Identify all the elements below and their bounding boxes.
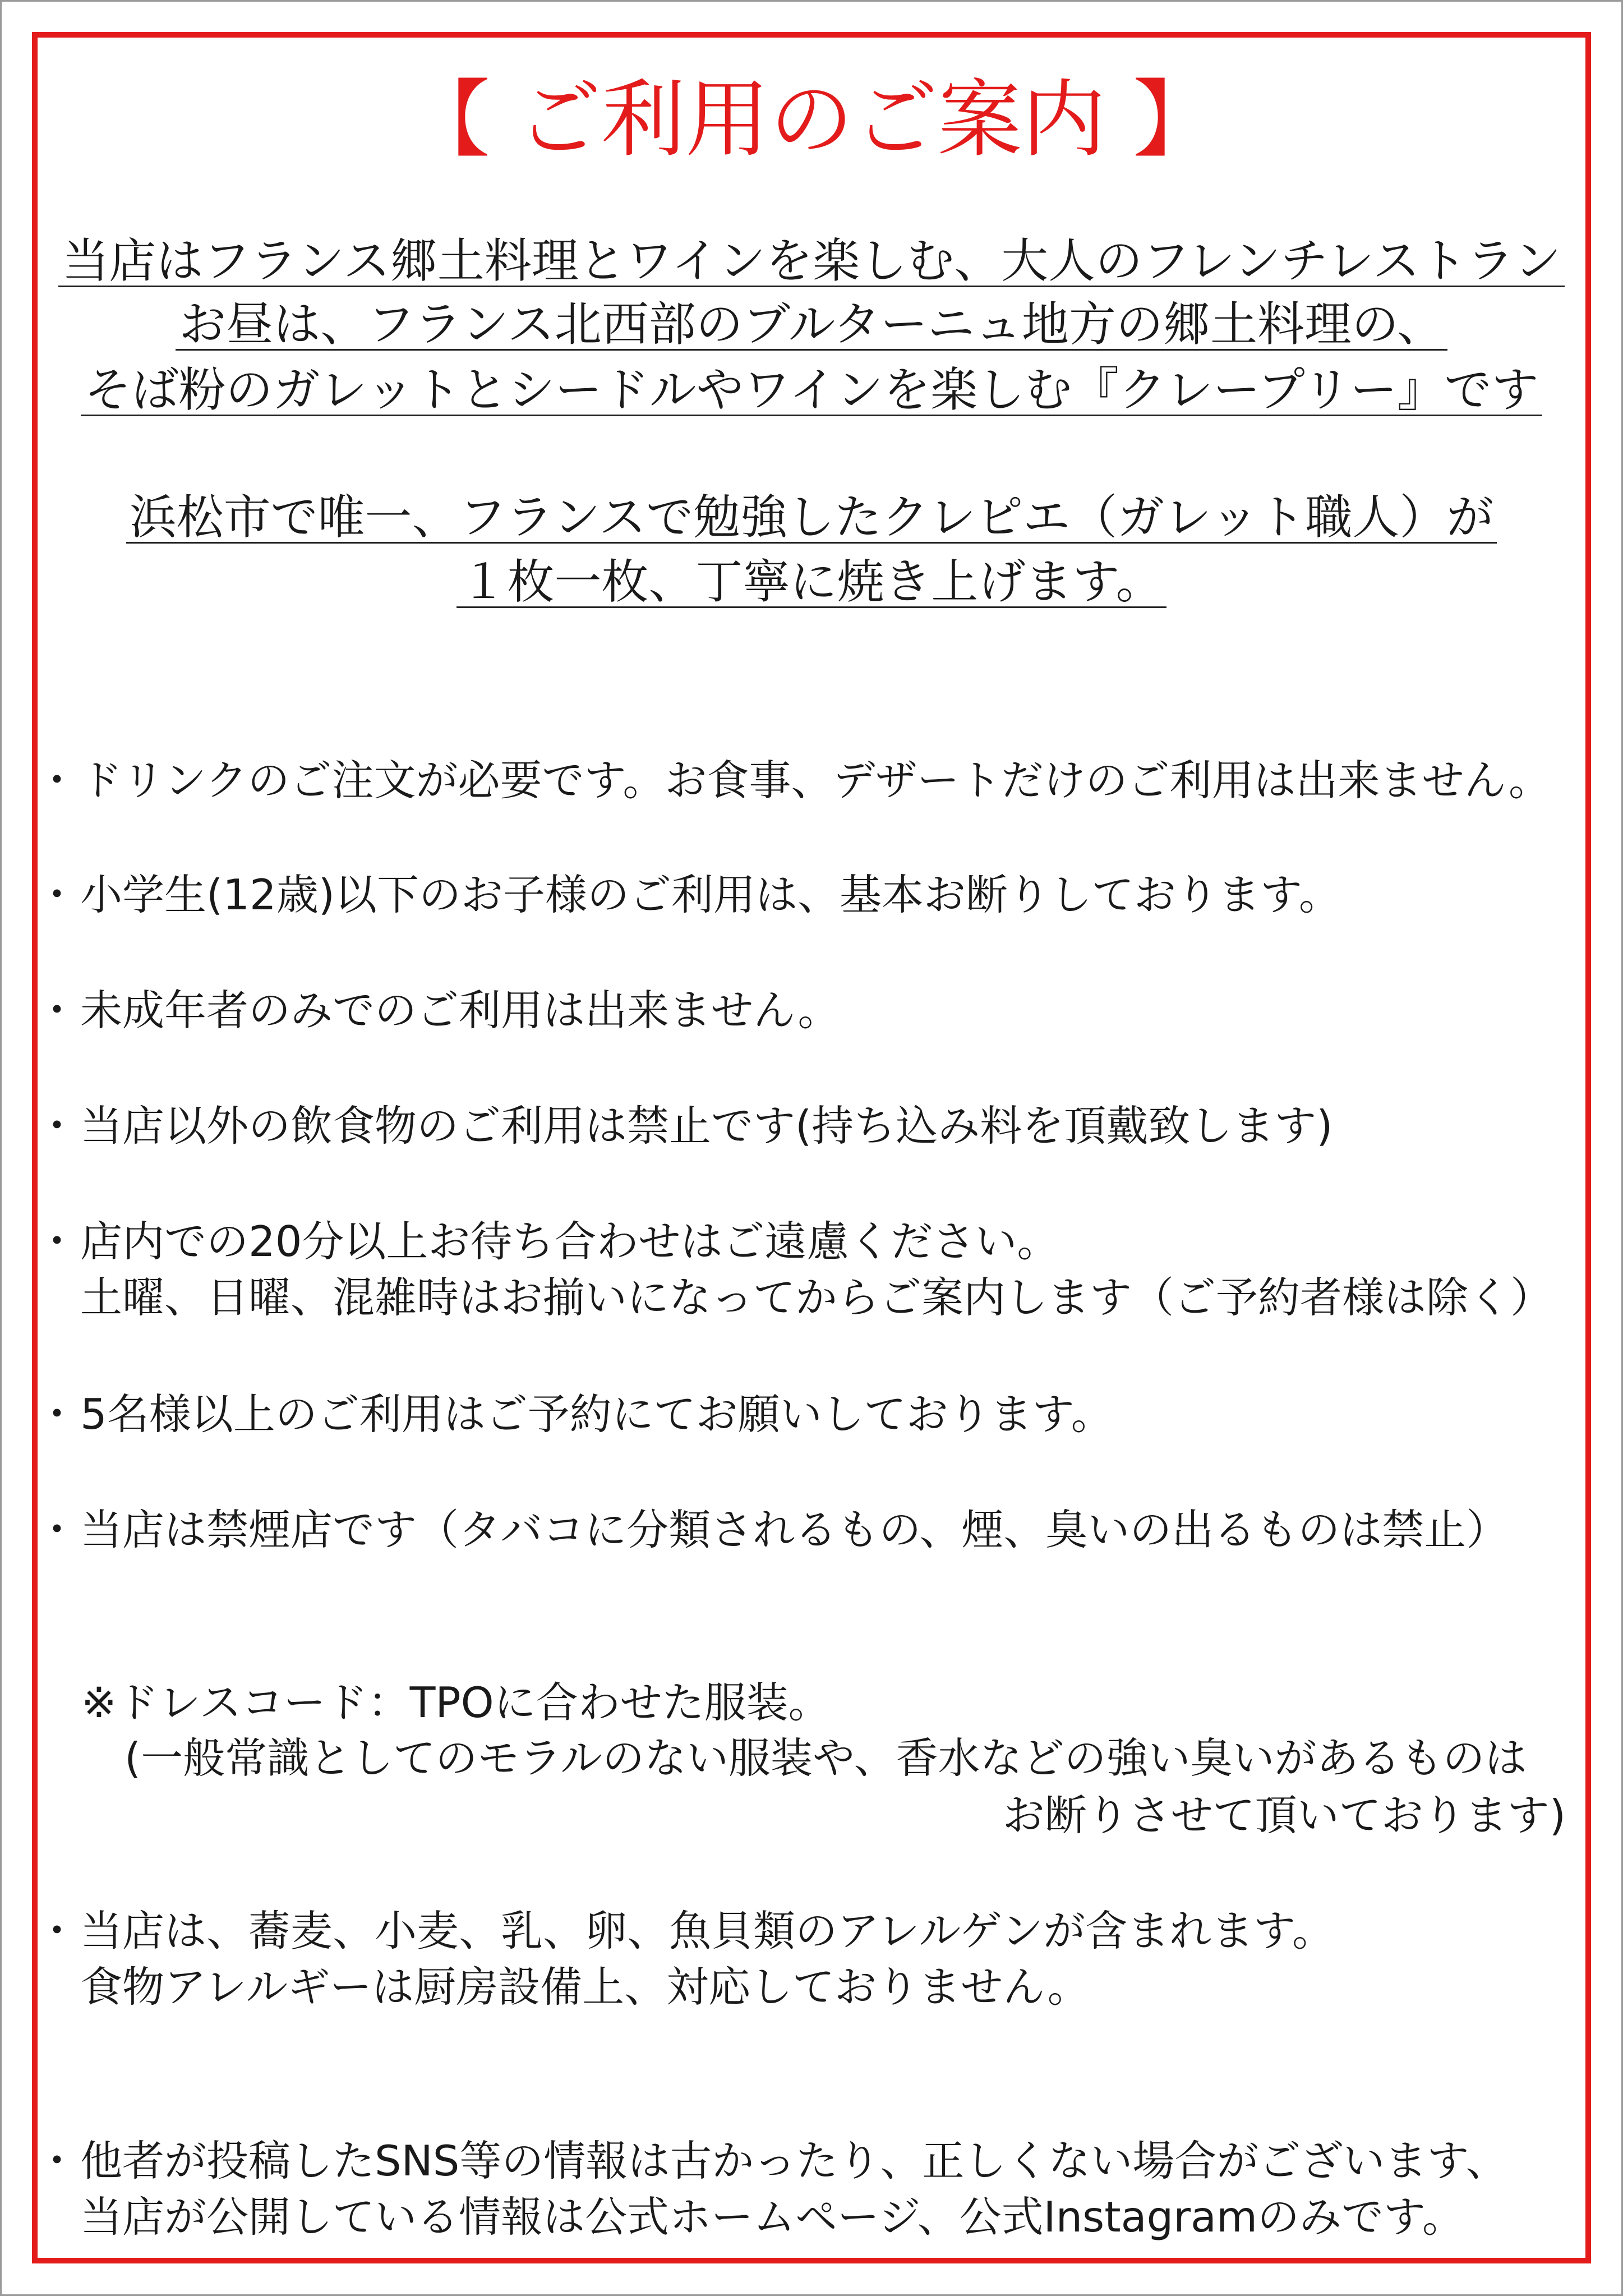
intro-line-text: 浜松市で唯一、フランスで勉強したクレピエ（ガレット職人）が	[126, 493, 1497, 544]
rule-item-reservation	[36, 1386, 1584, 1442]
rule-text: 当店は禁煙店です（タバコに分類されるもの、煙、臭いの出るものは禁止）	[80, 1505, 1509, 1554]
intro-line	[0, 554, 1623, 609]
intro-line-text: お昼は、フランス北西部のブルターニュ地方の郷土料理の、	[176, 300, 1447, 351]
bullet-marker: ・	[36, 1389, 79, 1439]
dress-code-line: (一般常識としてのモラルのない服装や、香水などの強い臭いがあるものは	[125, 1733, 1527, 1783]
notice-text: 食物アレルギーは厨房設備上、対応しておりません。	[80, 1962, 1090, 2012]
notice-title: 【 ご利用のご案内 】	[406, 71, 1217, 169]
intro-line	[0, 490, 1623, 545]
notice-item-allergens	[36, 1903, 1584, 2015]
rule-item-drink-order	[36, 752, 1584, 808]
intro-line-text: そば粉のガレットとシードルやワインを楽しむ『クレープリー』です	[81, 365, 1542, 416]
rule-text: 土曜、日曜、混雑時はお揃いになってからご案内します（ご予約者様は除く）	[80, 1273, 1553, 1322]
bullet-marker: ・	[36, 2136, 79, 2185]
bullet-marker: ・	[36, 870, 79, 919]
rule-item-no-smoking	[36, 1502, 1584, 1558]
notice-text: 当店が公開している情報は公式ホームページ、公式Instagramのみです。	[80, 2192, 1465, 2242]
bullet-marker: ・	[36, 1101, 79, 1151]
rule-item-outside-food	[36, 1098, 1584, 1154]
notice-text: 他者が投稿したSNS等の情報は古かったり、正しくない場合がございます、	[80, 2136, 1508, 2185]
intro-line	[0, 362, 1623, 417]
dress-code-line: お断りさせて頂いております)	[1002, 1791, 1566, 1840]
notice-text: 当店は、蕎麦、小麦、乳、卵、魚貝類のアレルゲンが含まれます。	[80, 1906, 1335, 1955]
bullet-marker: ・	[36, 1505, 79, 1554]
intro-line	[0, 233, 1623, 288]
intro-line-text: １枚一枚、丁寧に焼き上げます。	[457, 557, 1166, 608]
rule-text: ドリンクのご注文が必要です。お食事、デザートだけのご利用は出来ません。	[80, 756, 1551, 805]
rule-item-minors	[36, 982, 1584, 1038]
rule-item-children	[36, 867, 1584, 923]
notice-item-official-info	[36, 2133, 1584, 2245]
bullet-marker: ・	[36, 1217, 79, 1266]
rule-text: 未成年者のみでのご利用は出来ません。	[80, 986, 840, 1035]
dress-code-line: ※ドレスコード：TPOに合わせた服装。	[81, 1678, 831, 1727]
rule-item-waiting	[36, 1213, 1584, 1326]
bullet-marker: ・	[36, 1906, 79, 1955]
bullet-marker: ・	[36, 756, 79, 805]
rule-text: 当店以外の飲食物のご利用は禁止です(持ち込み料を頂戴致します)	[80, 1101, 1333, 1151]
rule-text: 店内での20分以上お待ち合わせはご遠慮ください。	[80, 1217, 1059, 1266]
bullet-marker: ・	[36, 986, 79, 1035]
intro-line-text: 当店はフランス郷土料理とワインを楽しむ、大人のフレンチレストラン	[58, 236, 1564, 287]
rule-text: 小学生(12歳)以下のお子様のご利用は、基本お断りしております。	[80, 870, 1341, 919]
rule-text: 5名様以上のご利用はご予約にてお願いしております。	[80, 1389, 1113, 1439]
intro-line	[0, 297, 1623, 352]
